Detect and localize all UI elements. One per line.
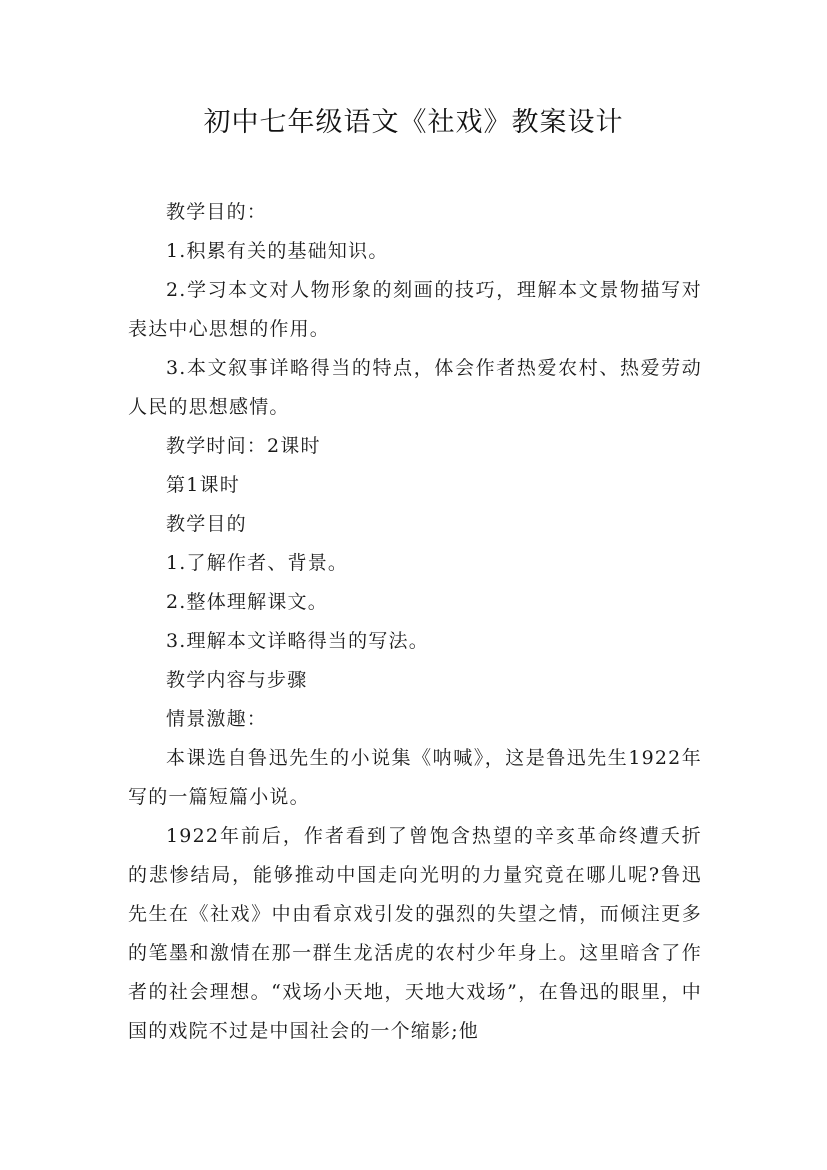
document-body bbox=[128, 193, 702, 1051]
paragraph-teaching-time: 教学时间：2课时 bbox=[166, 435, 321, 457]
paragraph-content-steps: 教学内容与步骤 bbox=[166, 669, 308, 691]
paragraph-objective-2: 2.学习本文对人物形象的刻画的技巧，理解本文景物描写对表达中心思想的作用。 bbox=[128, 279, 702, 340]
paragraph-source: 本课选自鲁迅先生的小说集《呐喊》，这是鲁迅先生1922年写的一篇短篇小说。 bbox=[128, 747, 702, 808]
paragraph-lesson-objective-3: 3.理解本文详略得当的写法。 bbox=[166, 630, 429, 652]
paragraph-lesson-1: 第1课时 bbox=[166, 474, 240, 496]
paragraph-objective-1: 1.积累有关的基础知识。 bbox=[166, 240, 389, 262]
paragraph-scene-intro: 情景激趣： bbox=[166, 708, 268, 730]
paragraph-objectives-heading: 教学目的： bbox=[166, 201, 268, 223]
paragraph-lesson-objectives: 教学目的 bbox=[166, 513, 247, 535]
document-title: 初中七年级语文《社戏》教案设计 bbox=[203, 107, 624, 138]
paragraph-objective-3: 3.本文叙事详略得当的特点，体会作者热爱农村、热爱劳动人民的思想感情。 bbox=[128, 357, 702, 418]
paragraph-background: 1922年前后，作者看到了曾饱含热望的辛亥革命终遭夭折的悲惨结局，能够推动中国走向光明的力量究竟在哪儿呢?鲁迅先生在《社戏》中由看京戏引发的强烈的失望之情，而倾注更多的笔墨和激情在那一群生龙活虎的农村少年身上。这里暗含了作者的社会理想。“戏场小天地，天地大戏场”，在鲁迅的眼里，中国的戏院不过是中国社会的一个缩影;他 bbox=[128, 825, 702, 1042]
paragraph-lesson-objective-1: 1.了解作者、背景。 bbox=[166, 552, 349, 574]
paragraph-lesson-objective-2: 2.整体理解课文。 bbox=[166, 591, 328, 613]
